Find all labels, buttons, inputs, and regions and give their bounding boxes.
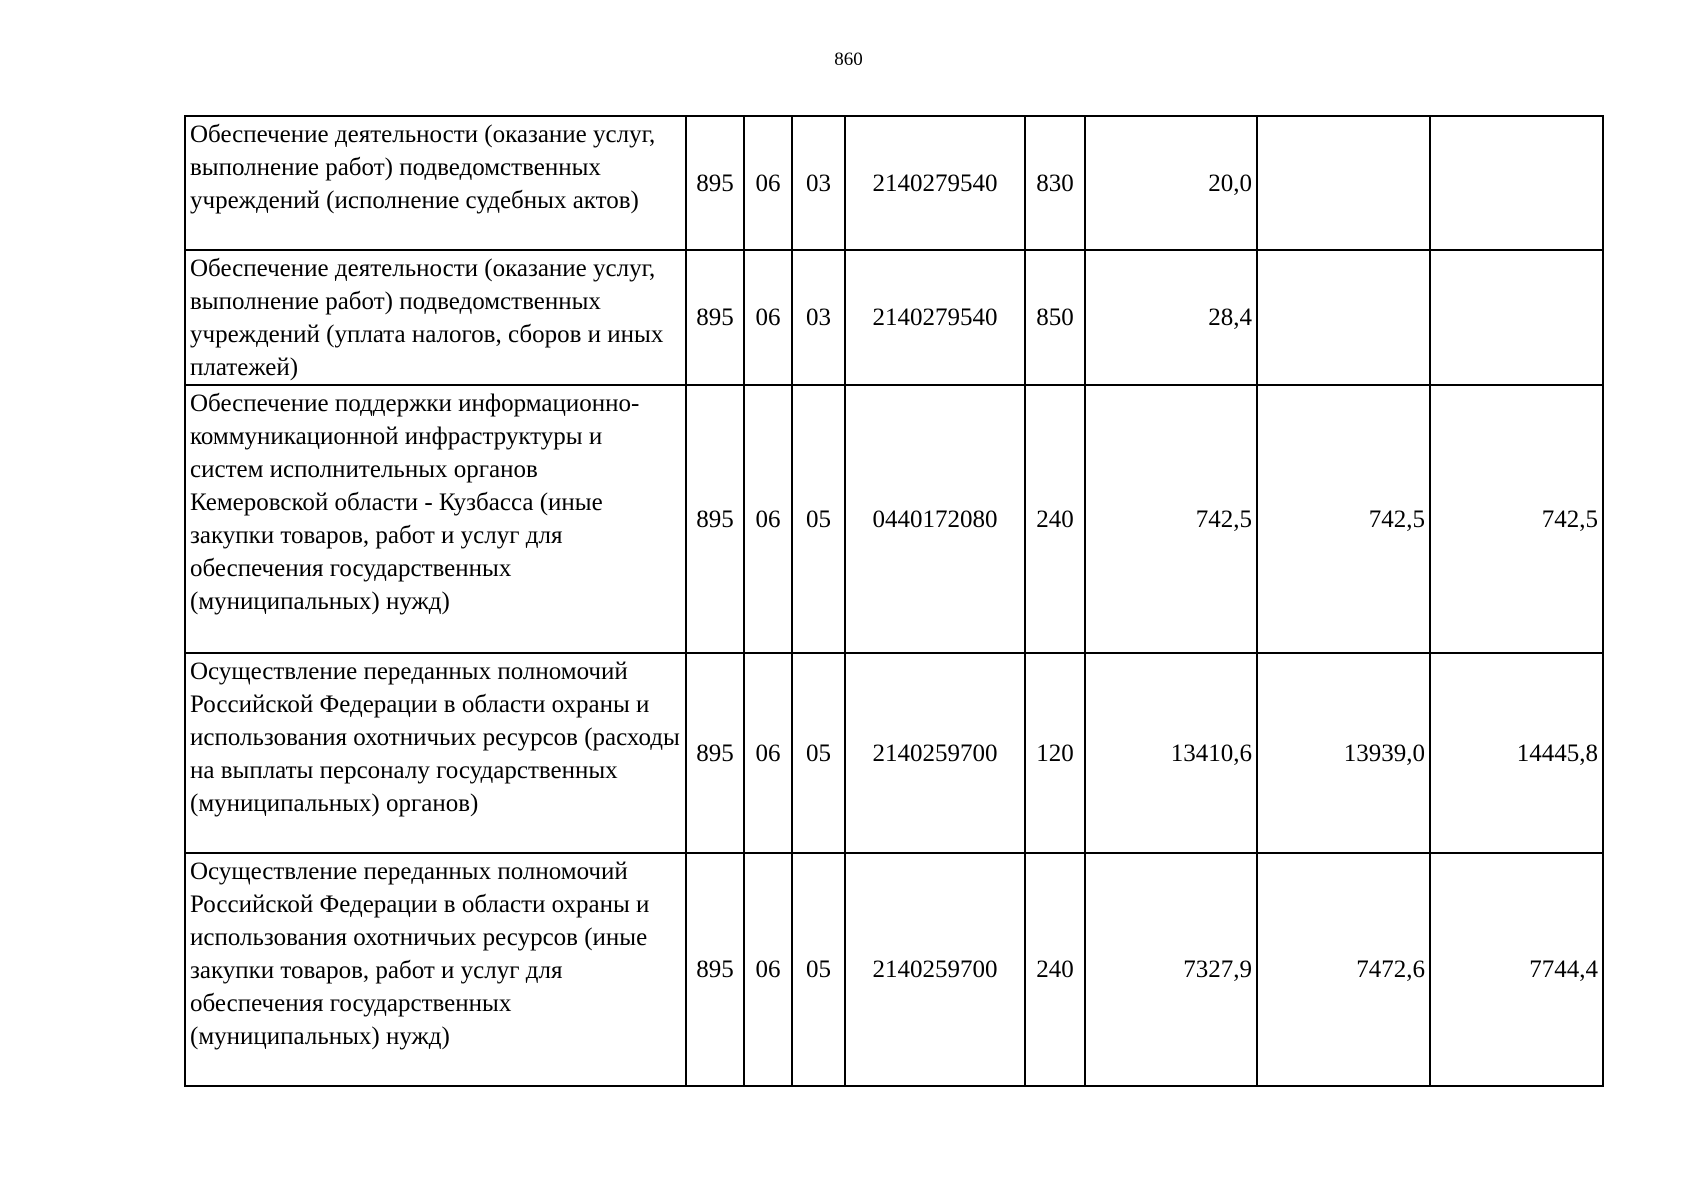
table-row — [185, 250, 1603, 385]
page-number: 860 — [834, 49, 863, 70]
amount-1: 28,4 — [1085, 250, 1257, 385]
target-article-code: 2140259700 — [845, 653, 1025, 853]
section-code: 06 — [744, 385, 792, 653]
ministry-code: 895 — [686, 385, 744, 653]
table-row — [185, 116, 1603, 250]
amount-1: 13410,6 — [1085, 653, 1257, 853]
row-description: Обеспечение поддержки информационно-коммуникационной инфраструктуры и систем исполнительных органов Кемеровской области - Кузбасса (иные закупки товаров, работ и услуг для обеспечения государственных (муниципальных) нужд) — [185, 385, 686, 653]
expense-type-code: 240 — [1025, 385, 1085, 653]
subsection-code: 05 — [792, 385, 845, 653]
amount-3: 742,5 — [1430, 385, 1603, 653]
subsection-code: 03 — [792, 116, 845, 250]
section-code: 06 — [744, 853, 792, 1086]
amount-1: 20,0 — [1085, 116, 1257, 250]
amount-3 — [1430, 116, 1603, 250]
table-row — [185, 385, 1603, 653]
amount-2 — [1257, 116, 1430, 250]
subsection-code: 05 — [792, 853, 845, 1086]
expense-type-code: 240 — [1025, 853, 1085, 1086]
target-article-code: 2140279540 — [845, 250, 1025, 385]
amount-2 — [1257, 250, 1430, 385]
expense-type-code: 830 — [1025, 116, 1085, 250]
amount-3 — [1430, 250, 1603, 385]
row-description: Осуществление переданных полномочий Российской Федерации в области охраны и использования охотничьих ресурсов (расходы на выплаты персоналу государственных (муниципальных) органов) — [185, 653, 686, 853]
section-code: 06 — [744, 116, 792, 250]
amount-1: 7327,9 — [1085, 853, 1257, 1086]
row-description: Обеспечение деятельности (оказание услуг, выполнение работ) подведомственных учреждений (исполнение судебных актов) — [185, 116, 686, 250]
amount-2: 13939,0 — [1257, 653, 1430, 853]
row-description: Осуществление переданных полномочий Российской Федерации в области охраны и использования охотничьих ресурсов (иные закупки товаров, работ и услуг для обеспечения государственных (муниципальных) нужд) — [185, 853, 686, 1086]
amount-2: 742,5 — [1257, 385, 1430, 653]
target-article-code: 0440172080 — [845, 385, 1025, 653]
target-article-code: 2140279540 — [845, 116, 1025, 250]
expense-type-code: 850 — [1025, 250, 1085, 385]
budget-table — [184, 115, 1604, 1087]
section-code: 06 — [744, 653, 792, 853]
subsection-code: 03 — [792, 250, 845, 385]
subsection-code: 05 — [792, 653, 845, 853]
ministry-code: 895 — [686, 853, 744, 1086]
amount-3: 7744,4 — [1430, 853, 1603, 1086]
table-row — [185, 853, 1603, 1086]
amount-2: 7472,6 — [1257, 853, 1430, 1086]
ministry-code: 895 — [686, 250, 744, 385]
row-description: Обеспечение деятельности (оказание услуг, выполнение работ) подведомственных учреждений (уплата налогов, сборов и иных платежей) — [185, 250, 686, 385]
expense-type-code: 120 — [1025, 653, 1085, 853]
amount-1: 742,5 — [1085, 385, 1257, 653]
ministry-code: 895 — [686, 116, 744, 250]
ministry-code: 895 — [686, 653, 744, 853]
table-row — [185, 653, 1603, 853]
amount-3: 14445,8 — [1430, 653, 1603, 853]
section-code: 06 — [744, 250, 792, 385]
target-article-code: 2140259700 — [845, 853, 1025, 1086]
